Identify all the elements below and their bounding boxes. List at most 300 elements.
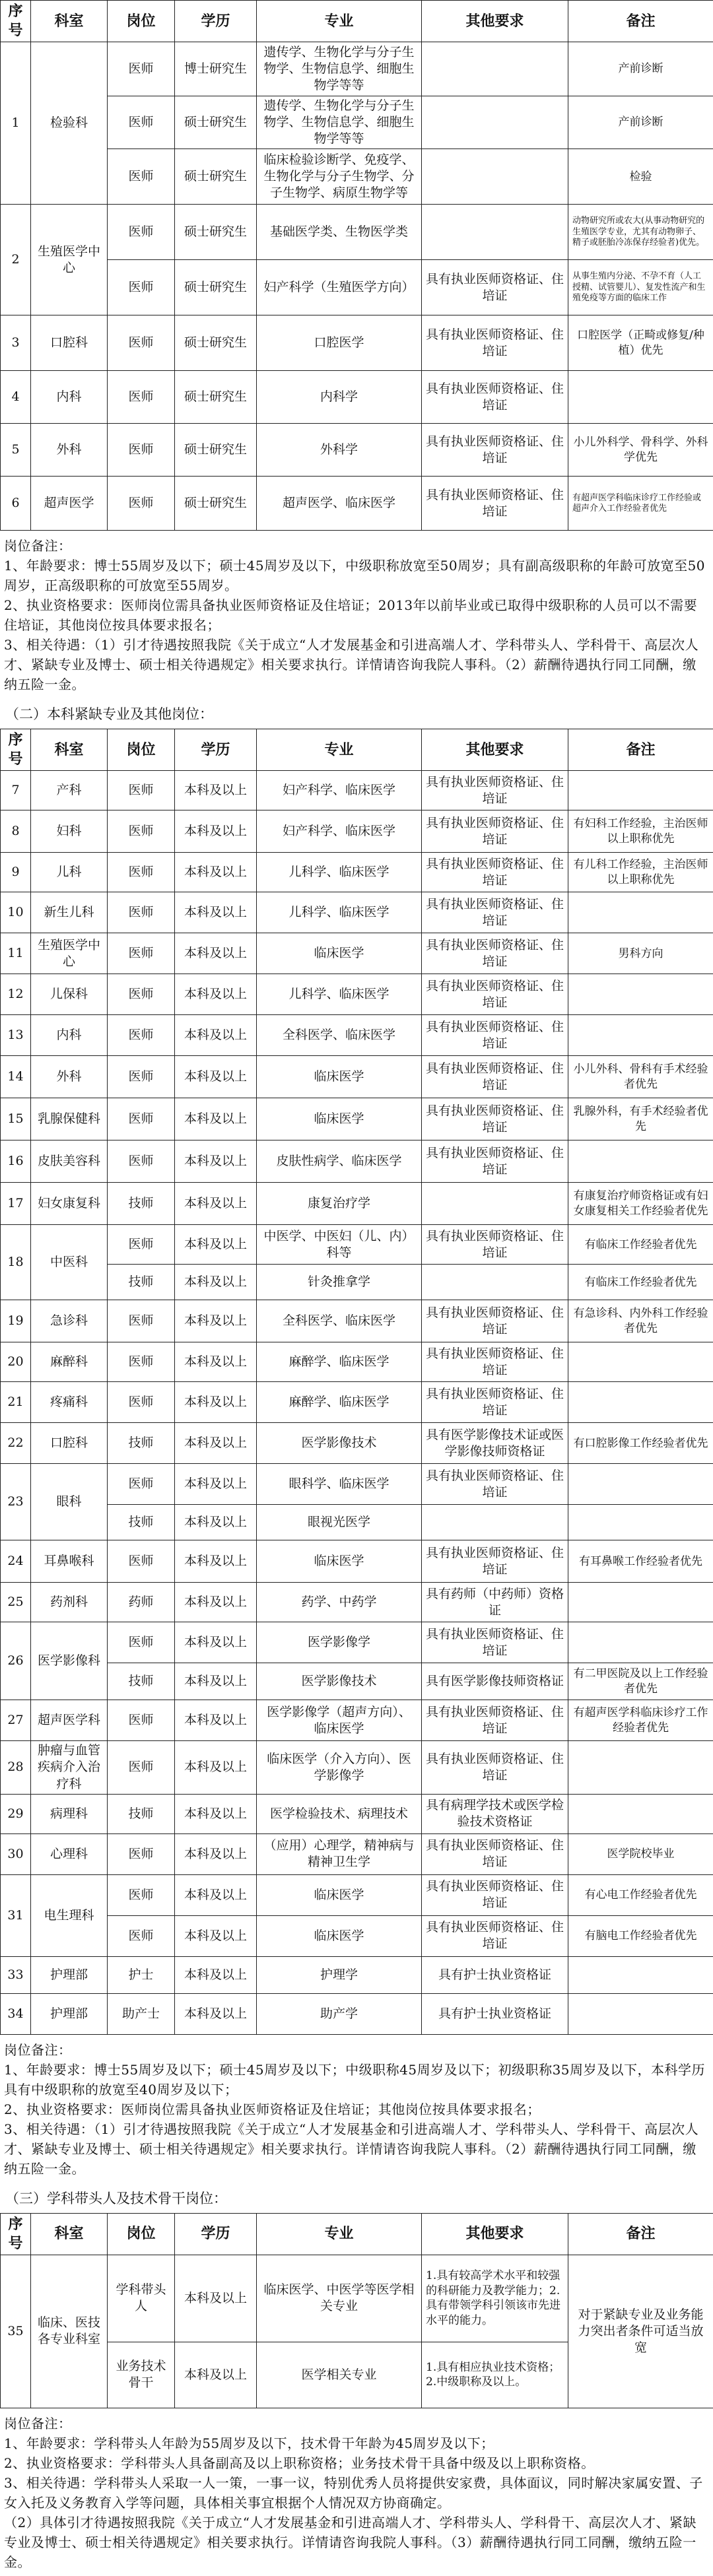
requirement-cell: 具有执业医师资格证、住培证 (422, 1098, 568, 1140)
post-cell: 医师 (108, 260, 175, 315)
note-line: 3、相关待遇：（1）引才待遇按照我院《关于成立“人才发展基金和引进高端人才、学科带头人、学科骨干、高层次人才、紧缺专业及博士、硕士相关待遇规定》相关要求执行。详情请咨询我院人事科。（2）薪酬待遇执行同工同酬，缴纳五险一金。 (4, 635, 709, 694)
col-header-post: 岗位 (108, 1, 175, 42)
department-cell: 口腔科 (31, 1423, 108, 1464)
col-header-req: 其他要求 (422, 2213, 568, 2255)
education-cell: 本科及以上 (175, 1015, 257, 1056)
note-line: 2、执业资格要求：医师岗位需具备执业医师资格证及住培证；其他岗位按具体要求报名； (4, 2099, 709, 2119)
col-header-no: 序号 (1, 2213, 31, 2255)
department-cell: 儿科 (31, 853, 108, 892)
major-cell: 临床医学（介入方向）、医学影像学 (257, 1741, 422, 1794)
post-cell: 医师 (108, 1098, 175, 1140)
requirement-cell: 具有执业医师资格证、住培证 (422, 1342, 568, 1382)
row-number: 21 (1, 1382, 31, 1423)
table3-header (1, 2213, 713, 2255)
requirement-cell: 具有执业医师资格证、住培证 (422, 853, 568, 892)
section2-title: （二）本科紧缺专业及其他岗位： (0, 698, 713, 729)
post-cell: 学科带头人 (108, 2255, 175, 2342)
major-cell: 临床医学 (257, 1915, 422, 1956)
remark-cell (568, 892, 713, 933)
table-row (1, 1265, 713, 1300)
table-row (1, 1300, 713, 1342)
remark-cell: 有儿科工作经验，主治医师以上职称优先 (568, 853, 713, 892)
post-cell: 医师 (108, 771, 175, 810)
department-cell: 生殖医学中心 (31, 933, 108, 974)
department-cell: 耳鼻喉科 (31, 1540, 108, 1583)
education-cell: 本科及以上 (175, 1225, 257, 1265)
requirement-cell: 具有护士执业资格证 (422, 1956, 568, 1993)
major-cell: 遗传学、生物化学与分子生物学、生物信息学、细胞生物学等等 (257, 42, 422, 96)
major-cell: 眼科学、临床医学 (257, 1464, 422, 1505)
education-cell: 本科及以上 (175, 2255, 257, 2342)
major-cell: 中医学、中医妇（儿、内）科等 (257, 1225, 422, 1265)
row-number: 2 (1, 205, 31, 315)
table-row (1, 1540, 713, 1583)
department-cell: 医学影像科 (31, 1622, 108, 1700)
department-cell: 外科 (31, 424, 108, 477)
education-cell: 本科及以上 (175, 1915, 257, 1956)
row-number: 6 (1, 477, 31, 531)
post-cell: 医师 (108, 371, 175, 424)
major-cell: 医学影像技术 (257, 1663, 422, 1700)
requirement-cell (422, 149, 568, 205)
department-cell: 内科 (31, 1015, 108, 1056)
row-number: 4 (1, 371, 31, 424)
requirement-cell: 具有执业医师资格证、住培证 (422, 1622, 568, 1663)
table-row (1, 1183, 713, 1225)
post-cell: 医师 (108, 149, 175, 205)
post-cell: 医师 (108, 1015, 175, 1056)
table-row (1, 149, 713, 205)
table2-notes (0, 2035, 713, 2183)
department-cell: 护理部 (31, 1956, 108, 1993)
major-cell: 医学检验技术、病理技术 (257, 1794, 422, 1833)
table-row (1, 1056, 713, 1098)
col-header-remark: 备注 (568, 1, 713, 42)
remark-cell (568, 1382, 713, 1423)
major-cell: 内科学 (257, 371, 422, 424)
remark-cell (568, 1505, 713, 1540)
table-row (1, 42, 713, 96)
row-number: 18 (1, 1225, 31, 1300)
major-cell: 妇产科学、临床医学 (257, 771, 422, 810)
major-cell: 基础医学类、生物医学类 (257, 205, 422, 260)
education-cell: 硕士研究生 (175, 205, 257, 260)
major-cell: 超声医学、临床医学 (257, 477, 422, 531)
col-header-no: 序号 (1, 729, 31, 771)
requirement-cell: 具有护士执业资格证 (422, 1993, 568, 2034)
table-row (1, 315, 713, 371)
remark-cell (568, 1140, 713, 1183)
row-number: 9 (1, 853, 31, 892)
department-cell: 急诊科 (31, 1300, 108, 1342)
row-number: 28 (1, 1741, 31, 1794)
education-cell: 本科及以上 (175, 1540, 257, 1583)
education-cell: 本科及以上 (175, 1663, 257, 1700)
major-cell: 临床医学 (257, 1056, 422, 1098)
major-cell: 药学、中药学 (257, 1583, 422, 1622)
table-row (1, 1874, 713, 1915)
major-cell: 麻醉学、临床医学 (257, 1342, 422, 1382)
requirement-cell: 具有执业医师资格证、住培证 (422, 1300, 568, 1342)
major-cell: 临床医学 (257, 933, 422, 974)
remark-cell: 男科方向 (568, 933, 713, 974)
department-cell: 超声医学 (31, 477, 108, 531)
table3-notes (0, 2408, 713, 2576)
note-line: （2）具体引才待遇按照我院《关于成立“人才发展基金和引进高端人才、学科带头人、学科骨干、高层次人才、紧缺专业及博士、硕士相关待遇规定》相关要求执行。详情请咨询我院人事科。（3）薪酬待遇执行同工同酬，缴纳五险一金。 (4, 2513, 709, 2572)
table-row (1, 810, 713, 853)
col-header-major: 专业 (257, 729, 422, 771)
remark-cell (568, 1794, 713, 1833)
post-cell: 医师 (108, 424, 175, 477)
post-cell: 医师 (108, 1300, 175, 1342)
education-cell: 硕士研究生 (175, 260, 257, 315)
education-cell: 本科及以上 (175, 1342, 257, 1382)
requirement-cell: 具有药师（中药师）资格证 (422, 1583, 568, 1622)
row-number: 23 (1, 1464, 31, 1540)
education-cell: 本科及以上 (175, 771, 257, 810)
requirement-cell: 具有执业医师资格证、住培证 (422, 1915, 568, 1956)
major-cell: 儿科学、临床医学 (257, 892, 422, 933)
section3-title: （三）学科带头人及技术骨干岗位： (0, 2183, 713, 2213)
education-cell: 本科及以上 (175, 1056, 257, 1098)
table-row (1, 1098, 713, 1140)
education-cell: 硕士研究生 (175, 149, 257, 205)
table-row (1, 1956, 713, 1993)
note-line: 3、相关待遇：学科带头人采取一人一策，一事一议，特别优秀人员将提供安家费，具体面议，同时解决家属安置、子女入托及义务教育入学等问题，具体相关事宜根据个人情况双方协商确定。 (4, 2473, 709, 2513)
department-cell: 护理部 (31, 1993, 108, 2034)
major-cell: 临床医学 (257, 1098, 422, 1140)
department-cell: 生殖医学中心 (31, 205, 108, 315)
remark-cell: 有临床工作经验者优先 (568, 1265, 713, 1300)
major-cell: 医学影像技术 (257, 1423, 422, 1464)
remark-cell: 小儿外科、骨科有手术经验者优先 (568, 1056, 713, 1098)
major-cell: 医学影像学 (257, 1622, 422, 1663)
remark-cell (568, 1622, 713, 1663)
table-row (1, 1993, 713, 2034)
table-row (1, 1342, 713, 1382)
major-cell: 医学影像学（超声方向）、临床医学 (257, 1700, 422, 1741)
requirement-cell: 具有执业医师资格证、住培证 (422, 1700, 568, 1741)
table-undergrad-posts (0, 729, 713, 2034)
post-cell: 护士 (108, 1956, 175, 1993)
row-number: 27 (1, 1700, 31, 1741)
col-header-dept: 科室 (31, 729, 108, 771)
col-header-no: 序号 (1, 1, 31, 42)
post-cell: 医师 (108, 96, 175, 149)
requirement-cell: 具有执业医师资格证、住培证 (422, 424, 568, 477)
table-row (1, 1382, 713, 1423)
post-cell: 医师 (108, 477, 175, 531)
post-cell: 医师 (108, 1833, 175, 1874)
post-cell: 医师 (108, 1140, 175, 1183)
education-cell: 本科及以上 (175, 1183, 257, 1225)
requirement-cell: 1.具有相应执业技术资格；2.中级职称及以上。 (422, 2342, 568, 2408)
post-cell: 技师 (108, 1663, 175, 1700)
table-row (1, 2255, 713, 2342)
major-cell: 护理学 (257, 1956, 422, 1993)
remark-cell: 小儿外科学、骨科学、外科学优先 (568, 424, 713, 477)
requirement-cell (422, 1183, 568, 1225)
table-row (1, 1225, 713, 1265)
requirement-cell: 具有执业医师资格证、住培证 (422, 974, 568, 1015)
major-cell: 妇产科学、临床医学 (257, 810, 422, 853)
education-cell: 本科及以上 (175, 1300, 257, 1342)
department-cell: 疼痛科 (31, 1382, 108, 1423)
col-header-remark: 备注 (568, 729, 713, 771)
remark-cell: 有耳鼻喉工作经验者优先 (568, 1540, 713, 1583)
major-cell: 临床检验诊断学、免疫学、生物化学与分子生物学、分子生物学、病原生物学等 (257, 149, 422, 205)
table-row (1, 892, 713, 933)
post-cell: 医师 (108, 1382, 175, 1423)
table-row (1, 771, 713, 810)
department-cell: 新生儿科 (31, 892, 108, 933)
department-cell: 超声医学科 (31, 1700, 108, 1741)
major-cell: （应用）心理学，精神病与精神卫生学 (257, 1833, 422, 1874)
remark-cell: 乳腺外科，有手术经验者优先 (568, 1098, 713, 1140)
remark-cell: 有超声医学科临床诊疗工作经验或超声介入工作经验者优先 (568, 477, 713, 531)
post-cell: 医师 (108, 892, 175, 933)
row-number: 30 (1, 1833, 31, 1874)
major-cell: 儿科学、临床医学 (257, 853, 422, 892)
post-cell: 医师 (108, 1741, 175, 1794)
remark-cell: 产前诊断 (568, 96, 713, 149)
table-row (1, 477, 713, 531)
row-number: 25 (1, 1583, 31, 1622)
row-number: 22 (1, 1423, 31, 1464)
table-row (1, 1622, 713, 1663)
post-cell: 药师 (108, 1583, 175, 1622)
requirement-cell (422, 96, 568, 149)
department-cell: 产科 (31, 771, 108, 810)
requirement-cell: 具有执业医师资格证、住培证 (422, 1464, 568, 1505)
row-number: 14 (1, 1056, 31, 1098)
department-cell: 麻醉科 (31, 1342, 108, 1382)
major-cell: 麻醉学、临床医学 (257, 1382, 422, 1423)
department-cell: 内科 (31, 371, 108, 424)
post-cell: 医师 (108, 1700, 175, 1741)
remark-cell (568, 771, 713, 810)
education-cell: 本科及以上 (175, 2342, 257, 2408)
table-row (1, 1741, 713, 1794)
department-cell: 妇科 (31, 810, 108, 853)
major-cell: 医学相关专业 (257, 2342, 422, 2408)
post-cell: 医师 (108, 1874, 175, 1915)
note-line: 1、年龄要求：博士55周岁及以下；硕士45周岁及以下，中级职称放宽至50周岁；具有副高级职称的年龄可放宽至50周岁，正高级职称的可放宽至55周岁。 (4, 556, 709, 595)
requirement-cell: 具有执业医师资格证、住培证 (422, 371, 568, 424)
major-cell: 儿科学、临床医学 (257, 974, 422, 1015)
education-cell: 硕士研究生 (175, 477, 257, 531)
table-row (1, 853, 713, 892)
education-cell: 本科及以上 (175, 1622, 257, 1663)
education-cell: 本科及以上 (175, 1833, 257, 1874)
post-cell: 医师 (108, 1464, 175, 1505)
col-header-edu: 学历 (175, 729, 257, 771)
requirement-cell (422, 1265, 568, 1300)
requirement-cell: 具有执业医师资格证、住培证 (422, 1015, 568, 1056)
col-header-dept: 科室 (31, 2213, 108, 2255)
post-cell: 医师 (108, 933, 175, 974)
major-cell: 康复治疗学 (257, 1183, 422, 1225)
education-cell: 本科及以上 (175, 1423, 257, 1464)
note-line: 岗位备注： (4, 2414, 709, 2433)
table-undergrad-posts-header (1, 729, 713, 771)
table-row (1, 1663, 713, 1700)
post-cell: 技师 (108, 1505, 175, 1540)
requirement-cell: 具有执业医师资格证、住培证 (422, 260, 568, 315)
requirement-cell: 具有执业医师资格证、住培证 (422, 1225, 568, 1265)
requirement-cell: 具有执业医师资格证、住培证 (422, 771, 568, 810)
remark-cell: 口腔医学（正畸或修复/种植）优先 (568, 315, 713, 371)
requirement-cell: 具有执业医师资格证、住培证 (422, 1056, 568, 1098)
table-row (1, 371, 713, 424)
major-cell: 全科医学、临床医学 (257, 1015, 422, 1056)
education-cell: 本科及以上 (175, 853, 257, 892)
education-cell: 本科及以上 (175, 1741, 257, 1794)
major-cell: 临床医学 (257, 1874, 422, 1915)
row-number: 10 (1, 892, 31, 933)
education-cell: 本科及以上 (175, 1700, 257, 1741)
col-header-major: 专业 (257, 1, 422, 42)
major-cell: 眼视光医学 (257, 1505, 422, 1540)
requirement-cell: 具有执业医师资格证、住培证 (422, 1833, 568, 1874)
requirement-cell: 具有医学影像技师资格证 (422, 1663, 568, 1700)
department-cell: 病理科 (31, 1794, 108, 1833)
note-line: 岗位备注： (4, 536, 709, 556)
requirement-cell: 具有执业医师资格证、住培证 (422, 477, 568, 531)
post-cell: 医师 (108, 1622, 175, 1663)
education-cell: 本科及以上 (175, 1382, 257, 1423)
education-cell: 本科及以上 (175, 810, 257, 853)
education-cell: 本科及以上 (175, 1794, 257, 1833)
post-cell: 医师 (108, 205, 175, 260)
row-number: 34 (1, 1993, 31, 2034)
remark-cell (568, 1993, 713, 2034)
remark-cell (568, 1956, 713, 1993)
remark-cell: 从事生殖内分泌、不孕不育（人工授精、试管婴儿）、复发性流产和生殖免疫等方面的临床工作 (568, 260, 713, 315)
education-cell: 本科及以上 (175, 1993, 257, 2034)
major-cell: 全科医学、临床医学 (257, 1300, 422, 1342)
table-row (1, 205, 713, 260)
post-cell: 医师 (108, 315, 175, 371)
requirement-cell: 具有执业医师资格证、住培证 (422, 1874, 568, 1915)
table-graduate-posts (0, 0, 713, 531)
education-cell: 本科及以上 (175, 1265, 257, 1300)
note-line: 3、相关待遇：（1）引才待遇按照我院《关于成立“人才发展基金和引进高端人才、学科带头人、学科骨干、高层次人才、紧缺专业及博士、硕士相关待遇规定》相关要求执行。详情请咨询我院人事科。（2）薪酬待遇执行同工同酬，缴纳五险一金。 (4, 2119, 709, 2179)
table-row (1, 1464, 713, 1505)
department-cell: 口腔科 (31, 315, 108, 371)
remark-cell (568, 1741, 713, 1794)
department-cell: 肿瘤与血管疾病介入治疗科 (31, 1741, 108, 1794)
education-cell: 本科及以上 (175, 1098, 257, 1140)
col-header-dept: 科室 (31, 1, 108, 42)
post-cell: 医师 (108, 810, 175, 853)
row-number: 7 (1, 771, 31, 810)
remark-cell: 对于紧缺专业及业务能力突出者条件可适当放宽 (568, 2255, 713, 2408)
table-row (1, 96, 713, 149)
major-cell: 妇产科学（生殖医学方向） (257, 260, 422, 315)
table-row (1, 1505, 713, 1540)
remark-cell: 有口腔影像工作经验者优先 (568, 1423, 713, 1464)
department-cell: 药剂科 (31, 1583, 108, 1622)
department-cell: 儿保科 (31, 974, 108, 1015)
table-discipline-leaders (0, 2213, 713, 2408)
post-cell: 医师 (108, 1225, 175, 1265)
remark-cell: 有超声医学科临床诊疗工作经验者优先 (568, 1700, 713, 1741)
post-cell: 技师 (108, 1423, 175, 1464)
table-row (1, 1015, 713, 1056)
note-line: 1、年龄要求：博士55周岁及以下；硕士45周岁及以下；中级职称45周岁及以下；初级职称35周岁及以下，本科学历具有中级职称的放宽至40周岁及以下； (4, 2060, 709, 2099)
row-number: 12 (1, 974, 31, 1015)
requirement-cell: 具有执业医师资格证、住培证 (422, 1382, 568, 1423)
row-number: 19 (1, 1300, 31, 1342)
education-cell: 本科及以上 (175, 933, 257, 974)
remark-cell (568, 1015, 713, 1056)
remark-cell: 有二甲医院及以上工作经验者优先 (568, 1663, 713, 1700)
post-cell: 医师 (108, 1540, 175, 1583)
requirement-cell: 1.具有较高学术水平和较强的科研能力及教学能力；2.具有带领学科引领该市先进水平的能力。 (422, 2255, 568, 2342)
row-number: 20 (1, 1342, 31, 1382)
table-row (1, 1700, 713, 1741)
major-cell: 口腔医学 (257, 315, 422, 371)
remark-cell: 动物研究所或农大(从事动物研究的生殖医学专业，尤其有动物卵子、精子或胚胎冷冻保存经验者)优先。 (568, 205, 713, 260)
col-header-remark: 备注 (568, 2213, 713, 2255)
post-cell: 医师 (108, 1342, 175, 1382)
post-cell: 技师 (108, 1265, 175, 1300)
department-cell: 中医科 (31, 1225, 108, 1300)
remark-cell: 有临床工作经验者优先 (568, 1225, 713, 1265)
department-cell: 电生理科 (31, 1874, 108, 1956)
post-cell: 医师 (108, 853, 175, 892)
col-header-req: 其他要求 (422, 1, 568, 42)
education-cell: 本科及以上 (175, 892, 257, 933)
department-cell: 心理科 (31, 1833, 108, 1874)
row-number: 33 (1, 1956, 31, 1993)
col-header-post: 岗位 (108, 729, 175, 771)
remark-cell (568, 1342, 713, 1382)
major-cell: 助产学 (257, 1993, 422, 2034)
education-cell: 本科及以上 (175, 1464, 257, 1505)
major-cell: 针灸推拿学 (257, 1265, 422, 1300)
education-cell: 本科及以上 (175, 1505, 257, 1540)
education-cell: 硕士研究生 (175, 424, 257, 477)
requirement-cell: 具有执业医师资格证、住培证 (422, 810, 568, 853)
requirement-cell: 具有执业医师资格证、住培证 (422, 1540, 568, 1583)
note-line: 2、执业资格要求：学科带头人具备副高及以上职称资格；业务技术骨干具备中级及以上职称资格。 (4, 2453, 709, 2473)
remark-cell (568, 974, 713, 1015)
requirement-cell: 具有执业医师资格证、住培证 (422, 892, 568, 933)
remark-cell (568, 1464, 713, 1505)
col-header-edu: 学历 (175, 1, 257, 42)
department-cell: 检验科 (31, 42, 108, 205)
department-cell: 临床、医技各专业科室 (31, 2255, 108, 2408)
post-cell: 助产士 (108, 1993, 175, 2034)
note-line: 1、年龄要求：学科带头人年龄为55周岁及以下，技术骨干年龄为45周岁及以下； (4, 2433, 709, 2453)
post-cell: 医师 (108, 974, 175, 1015)
row-number: 29 (1, 1794, 31, 1833)
education-cell: 本科及以上 (175, 1583, 257, 1622)
major-cell: 皮肤性病学、临床医学 (257, 1140, 422, 1183)
table-row (1, 1833, 713, 1874)
requirement-cell: 具有病理学技术或医学检验技术资格证 (422, 1794, 568, 1833)
remark-cell: 检验 (568, 149, 713, 205)
education-cell: 本科及以上 (175, 1956, 257, 1993)
col-header-req: 其他要求 (422, 729, 568, 771)
education-cell: 博士研究生 (175, 42, 257, 96)
row-number: 15 (1, 1098, 31, 1140)
requirement-cell: 具有执业医师资格证、住培证 (422, 1140, 568, 1183)
education-cell: 硕士研究生 (175, 371, 257, 424)
requirement-cell (422, 205, 568, 260)
